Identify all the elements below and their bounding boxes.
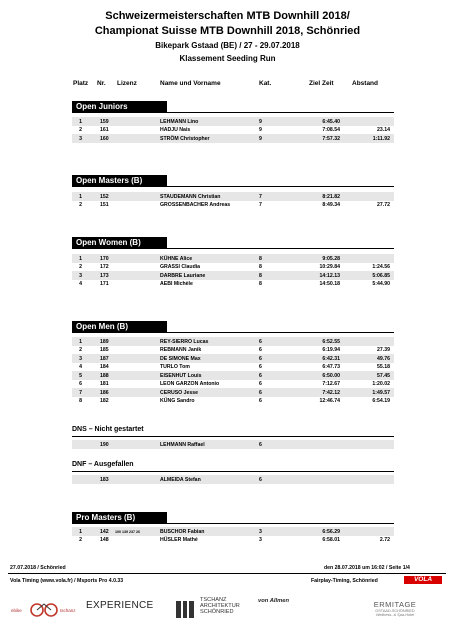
cell-nr: 182	[100, 398, 109, 405]
cell-name: AEBI Michèle	[160, 281, 193, 288]
sponsor-ermitage-sub: GSTAAD-SCHÖNRIED	[375, 609, 415, 613]
cell-gap: 57.45	[377, 372, 390, 379]
results-table-open-juniors	[72, 117, 394, 143]
cell-platz: 1	[79, 338, 82, 345]
section-title: Open Masters (B)	[72, 175, 167, 187]
table-row	[72, 397, 394, 406]
section-divider	[72, 112, 394, 113]
sponsor-experience: EXPERIENCE	[86, 600, 154, 611]
sponsor-von-allmen: von Allmen	[258, 598, 290, 604]
cell-name: STRÖM Christopher	[160, 135, 210, 142]
cell-nr: 187	[100, 355, 109, 362]
table-row	[72, 280, 394, 289]
table-row	[72, 371, 394, 380]
cell-name: STAUDEMANN Christian	[160, 193, 221, 200]
sponsor-tschanz-architektur: TSCHANZ ARCHITEKTUR SCHÖNRIED	[200, 597, 240, 616]
cell-time: 12:46.74	[319, 398, 340, 405]
cell-name: HADJU Nais	[160, 127, 191, 134]
cell-name: DE SIMONE Max	[160, 355, 201, 362]
cell-platz: 2	[79, 347, 82, 354]
cell-kat: 9	[259, 118, 262, 125]
cell-kat: 8	[259, 272, 262, 279]
cell-platz: 1	[79, 528, 82, 535]
footer-software: Vola Timing (www.vola.fr) / Msports Pro 4.0.33	[10, 578, 124, 584]
cell-gap: 23.14	[377, 127, 390, 134]
section-title: Pro Masters (B)	[72, 512, 167, 524]
cell-name: ALMEIDA Stefan	[160, 476, 201, 483]
footer-printed: den 28.07.2018 um 16:02 / Seite 1/4	[324, 565, 410, 571]
results-table-open-women	[72, 254, 394, 288]
cell-time: 7:42.12	[322, 389, 340, 396]
cell-time: 8:21.82	[322, 193, 340, 200]
cell-platz: 3	[79, 135, 82, 142]
doc-venue: Bikepark Gstaad (BE) / 27 - 29.07.2018	[155, 41, 300, 50]
results-table-open-masters	[72, 192, 394, 209]
cell-name: DARBRE Lauriane	[160, 272, 206, 279]
cell-kat: 6	[259, 372, 262, 379]
cell-kat: 6	[259, 338, 262, 345]
cell-name: BUSCHOR Fabian	[160, 528, 205, 535]
cell-platz: 3	[79, 272, 82, 279]
cell-lizenz: 100 139 237 26	[115, 530, 140, 535]
cell-time: 14:12.13	[319, 272, 340, 279]
cell-name: HÜSLER Mathé	[160, 537, 198, 544]
table-row	[72, 475, 394, 484]
cell-kat: 6	[259, 381, 262, 388]
cell-time: 6:58.01	[322, 537, 340, 544]
cell-kat: 6	[259, 398, 262, 405]
vola-logo: VOLA	[404, 576, 442, 584]
cell-platz: 4	[79, 364, 82, 371]
cell-platz: 3	[79, 355, 82, 362]
col-name: Name und Vorname	[160, 80, 221, 87]
footer-date: 27.07.2018 / Schönried	[10, 565, 66, 571]
cell-nr: 152	[100, 193, 109, 200]
section-title: Open Men (B)	[72, 321, 167, 333]
cell-time: 6:56.29	[322, 528, 340, 535]
cell-nr: 184	[100, 364, 109, 371]
cell-name: LEHMANN Lino	[160, 118, 199, 125]
cell-kat: 7	[259, 193, 262, 200]
cell-time: 6:50.00	[322, 372, 340, 379]
cell-gap: 1:49.57	[372, 389, 390, 396]
section-divider	[72, 186, 394, 187]
cell-platz: 8	[79, 398, 82, 405]
footer-timing: Fairplay-Timing, Schönried	[311, 578, 378, 584]
cell-kat: 6	[259, 389, 262, 396]
cell-kat: 9	[259, 127, 262, 134]
cell-gap: 1:24.56	[372, 264, 390, 271]
cell-name: LEHMANN Raffael	[160, 441, 205, 448]
cell-gap: 6:54.19	[372, 398, 390, 405]
col-lizenz: Lizenz	[117, 80, 137, 87]
cell-nr: 172	[100, 264, 109, 271]
cell-time: 14:50.18	[319, 281, 340, 288]
cell-nr: 170	[100, 255, 109, 262]
cell-time: 7:08.54	[322, 127, 340, 134]
cell-time: 7:12.67	[322, 381, 340, 388]
sponsor-tschanz-logo	[174, 598, 196, 620]
col-abstand: Abstand	[352, 80, 378, 87]
cell-nr: 188	[100, 372, 109, 379]
section-divider	[72, 471, 394, 472]
doc-title-2: Championat Suisse MTB Downhill 2018, Schönried	[94, 25, 361, 37]
section-divider	[72, 436, 394, 437]
cell-platz: 4	[79, 281, 82, 288]
cell-gap: 2.72	[379, 537, 390, 544]
table-row	[72, 126, 394, 135]
table-row	[72, 201, 394, 210]
dns-table	[72, 440, 394, 449]
cell-platz: 1	[79, 193, 82, 200]
section-divider	[72, 332, 394, 333]
sponsor-ebike-text: ebike	[11, 608, 22, 613]
cell-platz: 1	[79, 118, 82, 125]
results-table-open-men	[72, 337, 394, 405]
table-row	[72, 254, 394, 263]
section-title: Open Juniors	[72, 101, 167, 113]
table-row	[72, 536, 394, 545]
cell-gap: 27.39	[377, 347, 390, 354]
col-zeit: Ziel Zeit	[309, 80, 334, 87]
cell-nr: 151	[100, 202, 109, 209]
cell-kat: 6	[259, 364, 262, 371]
sponsor-ebike-logo	[10, 598, 85, 624]
cell-nr: 160	[100, 135, 109, 142]
cell-gap: 27.72	[377, 202, 390, 209]
cell-nr: 190	[100, 441, 109, 448]
table-row	[72, 134, 394, 143]
section-divider	[72, 523, 394, 524]
cell-time: 6:19.94	[322, 347, 340, 354]
cell-kat: 6	[259, 476, 262, 483]
cell-nr: 173	[100, 272, 109, 279]
cell-platz: 2	[79, 202, 82, 209]
doc-title-1: Schweizermeisterschaften MTB Downhill 2018/	[105, 10, 350, 22]
cell-kat: 8	[259, 255, 262, 262]
table-row	[72, 192, 394, 201]
cell-name: KÜHNE Alice	[160, 255, 193, 262]
cell-kat: 9	[259, 135, 262, 142]
section-divider	[72, 248, 394, 249]
table-row	[72, 363, 394, 372]
cell-gap: 5:06.85	[372, 272, 390, 279]
results-table-pro-masters	[72, 527, 394, 544]
cell-time: 6:52.55	[322, 338, 340, 345]
cell-time: 9:05.28	[322, 255, 340, 262]
cell-nr: 181	[100, 381, 109, 388]
table-row	[72, 346, 394, 355]
cell-time: 6:45.40	[322, 118, 340, 125]
col-platz: Platz	[73, 80, 89, 87]
table-row	[72, 527, 394, 536]
cell-kat: 6	[259, 347, 262, 354]
cell-time: 6:42.31	[322, 355, 340, 362]
table-row	[72, 337, 394, 346]
cell-platz: 2	[79, 264, 82, 271]
cell-gap: 1:11.92	[372, 135, 390, 142]
cell-name: CERUSO Jesse	[160, 389, 199, 396]
section-title: Open Women (B)	[72, 237, 167, 249]
dns-title: DNS – Nicht gestartet	[72, 426, 144, 433]
cell-gap: 5:44.90	[372, 281, 390, 288]
table-row	[72, 271, 394, 280]
cell-platz: 6	[79, 381, 82, 388]
cell-kat: 7	[259, 202, 262, 209]
cell-name: KÜNG Sandro	[160, 398, 195, 405]
cell-platz: 2	[79, 127, 82, 134]
cell-time: 6:47.73	[322, 364, 340, 371]
cell-name: LEON GARZON Antonio	[160, 381, 220, 388]
cell-platz: 5	[79, 372, 82, 379]
footer-divider	[8, 573, 446, 574]
cell-time: 8:49.34	[322, 202, 340, 209]
sponsor-ermitage-tag: Wellness- & Spa-Hotel	[375, 613, 415, 617]
cell-nr: 185	[100, 347, 109, 354]
cell-platz: 2	[79, 537, 82, 544]
cell-name: GROSSENBACHER Andreas	[160, 202, 231, 209]
table-row	[72, 388, 394, 397]
cell-name: REBMANN Janik	[160, 347, 202, 354]
cell-nr: 159	[100, 118, 109, 125]
cell-nr: 142	[100, 528, 109, 535]
col-kat: Kat.	[259, 80, 272, 87]
cell-name: GRASSI Claudia	[160, 264, 201, 271]
cell-platz: 1	[79, 255, 82, 262]
cell-kat: 6	[259, 441, 262, 448]
table-row	[72, 263, 394, 272]
col-nr: Nr.	[97, 80, 106, 87]
cell-gap: 55.18	[377, 364, 390, 371]
sponsor-ermitage	[370, 600, 420, 617]
cell-nr: 186	[100, 389, 109, 396]
cell-kat: 3	[259, 528, 262, 535]
cell-name: REY-SIERRO Lucas	[160, 338, 209, 345]
cell-gap: 1:20.02	[372, 381, 390, 388]
cell-nr: 171	[100, 281, 109, 288]
table-row	[72, 380, 394, 389]
cell-time: 7:57.32	[322, 135, 340, 142]
cell-nr: 161	[100, 127, 109, 134]
table-row	[72, 440, 394, 449]
cell-nr: 189	[100, 338, 109, 345]
table-row	[72, 117, 394, 126]
cell-nr: 148	[100, 537, 109, 544]
cell-time: 10:29.84	[319, 264, 340, 271]
cell-platz: 7	[79, 389, 82, 396]
dnf-title: DNF – Ausgefallen	[72, 461, 134, 468]
cell-gap: 49.76	[377, 355, 390, 362]
cell-kat: 8	[259, 281, 262, 288]
dnf-table	[72, 475, 394, 484]
cell-kat: 8	[259, 264, 262, 271]
cell-kat: 6	[259, 355, 262, 362]
cell-nr: 183	[100, 476, 109, 483]
table-row	[72, 354, 394, 363]
cell-name: TURLO Tom	[160, 364, 190, 371]
cell-name: EISENHUT Louis	[160, 372, 202, 379]
sponsor-tschanz-text: tschanz	[60, 608, 76, 613]
sponsor-ermitage-name: ERMITAGE	[373, 600, 417, 609]
doc-subtitle: Klassement Seeding Run	[179, 54, 276, 63]
cell-kat: 3	[259, 537, 262, 544]
